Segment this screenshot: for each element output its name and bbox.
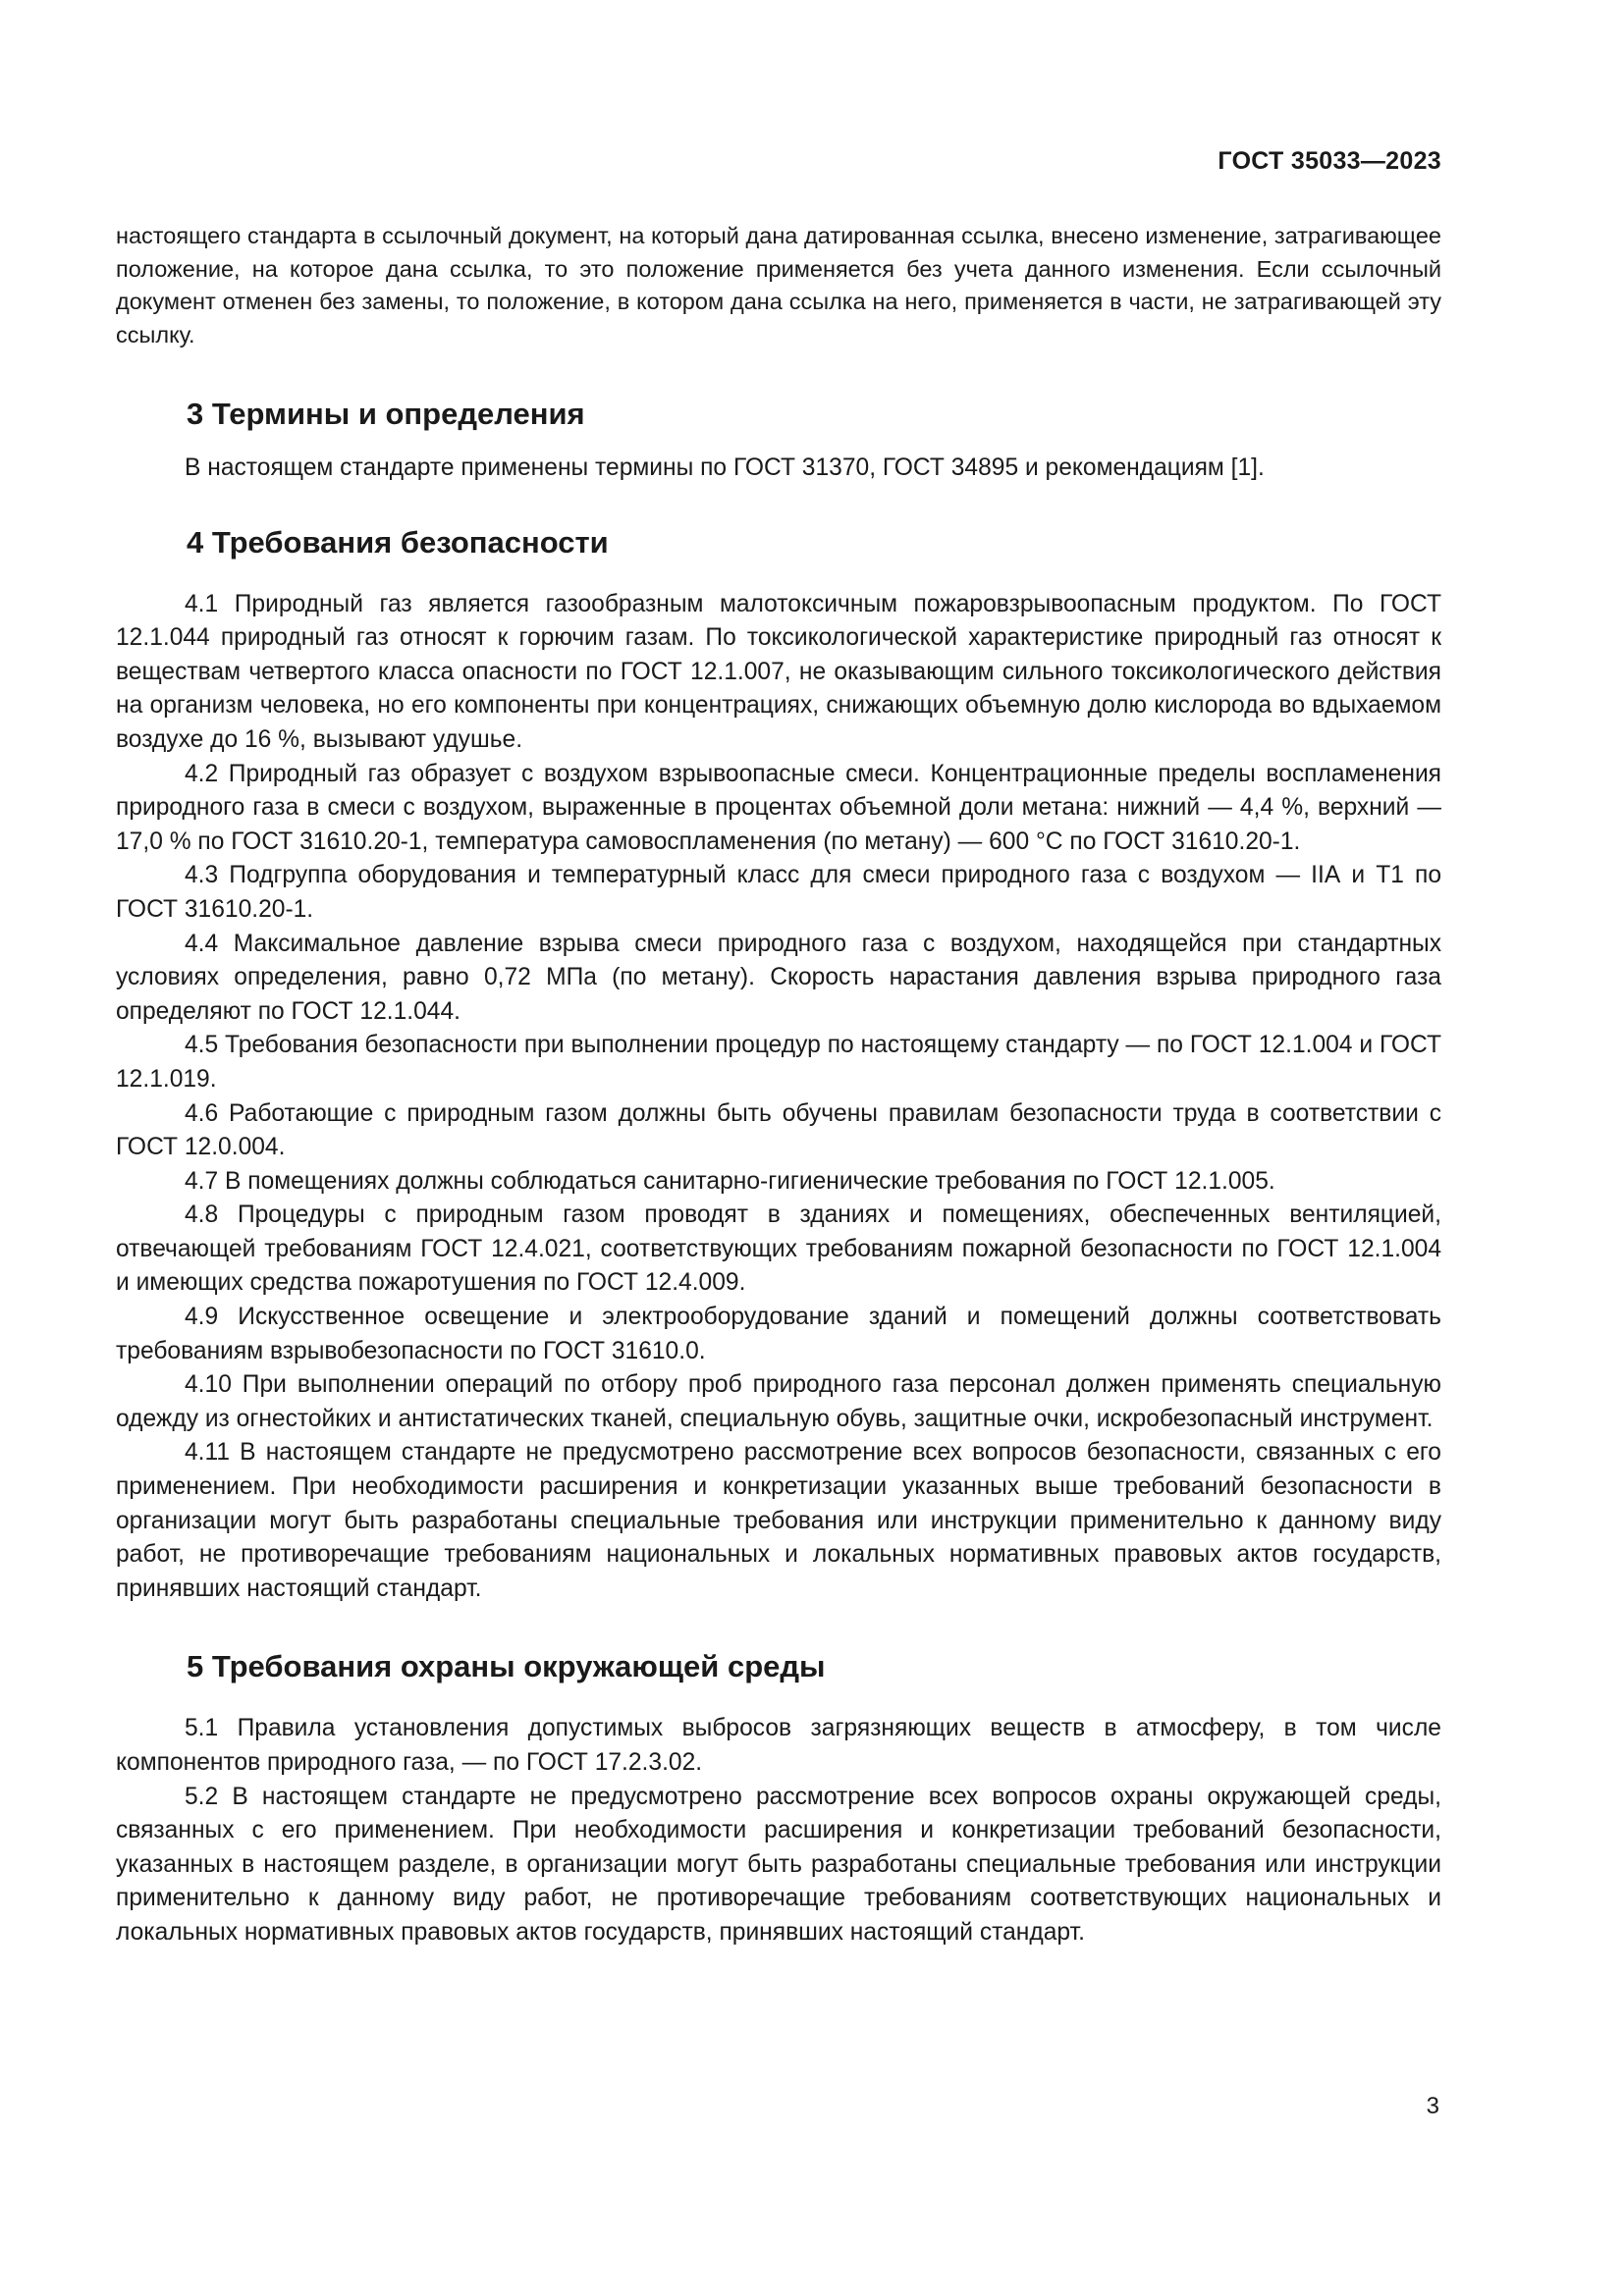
intro-paragraph: настоящего стандарта в ссылочный документ, на который дана датированная ссылка, внесено изменение, затрагивающее положение, на которое дана ссылка, то это положение применяется без учета данного изменения. Если ссылочный документ отменен без замены, то положение, в котором дана ссылка на него, применяется в части, не затрагивающей эту ссылку. [116, 223, 1441, 347]
document-header: ГОСТ 35033—2023 [1218, 147, 1441, 175]
clause-4-3: 4.3 Подгруппа оборудования и температурный класс для смеси природного газа с воздухом — IIА и Т1 по ГОСТ 31610.20-1. [116, 862, 1441, 923]
section-5-title: 5 Требования охраны окружающей среды [187, 1649, 826, 1684]
clause-4-10: 4.10 При выполнении операций по отбору проб природного газа персонал должен применять специальную одежду из огнестойких и антистатических тканей, специальную обувь, защитные очки, искробезопасный инструмент. [116, 1371, 1441, 1432]
document-body [116, 220, 1441, 1950]
page-number: 3 [1426, 2093, 1439, 2119]
clause-4-2: 4.2 Природный газ образует с воздухом взрывоопасные смеси. Концентрационные пределы воспламенения природного газа в смеси с воздухом, выраженные в процентах объемной доли метана: нижний — 4,4 %, верхний — 17,0 % по ГОСТ 31610.20-1, температура самовоспламенения (по метану) — 600 °С по ГОСТ 31610.20-1. [116, 760, 1441, 855]
clause-5-2: 5.2 В настоящем стандарте не предусмотрено рассмотрение всех вопросов охраны окружающей среды, связанных с его применением. При необходимости расширения и конкретизации требований безопасности, указанных в настоящем разделе, в организации могут быть разработаны специальные требования или инструкции применительно к данному виду работ, не противоречащие требованиям соответствующих национальных и локальных нормативных правовых актов государств, принявших настоящий стандарт. [116, 1783, 1441, 1946]
clause-4-4: 4.4 Максимальное давление взрыва смеси природного газа с воздухом, находящейся при стандартных условиях определения, равно 0,72 МПа (по метану). Скорость нарастания давления взрыва природного газа определяют по ГОСТ 12.1.044. [116, 930, 1441, 1025]
clause-5-1: 5.1 Правила установления допустимых выбросов загрязняющих веществ в атмосферу, в том числе компонентов природного газа, — по ГОСТ 17.2.3.02. [116, 1715, 1441, 1776]
clause-4-8: 4.8 Процедуры с природным газом проводят в зданиях и помещениях, обеспеченных вентиляцией, отвечающей требованиям ГОСТ 12.4.021, соответствующих требованиям пожарной безопасности по ГОСТ 12.1.004 и имеющих средства пожаротушения по ГОСТ 12.4.009. [116, 1201, 1441, 1297]
section-3-title: 3 Термины и определения [187, 397, 585, 431]
section-4-title: 4 Требования безопасности [187, 524, 609, 560]
clause-4-1: 4.1 Природный газ является газообразным малотоксичным пожаровзрывоопасным продуктом. По ГОСТ 12.1.044 природный газ относят к горючим газам. По токсикологической характеристике природный газ относят к веществам четвертого класса опасности по ГОСТ 12.1.007, не оказывающим сильного токсикологического действия на организм человека, но его компоненты при концентрациях, снижающих объемную долю кислорода во вдыхаемом воздухе до 16 %, вызывают удушье. [116, 590, 1441, 753]
section-3-text: В настоящем стандарте применены термины по ГОСТ 31370, ГОСТ 34895 и рекомендациям [1]. [185, 454, 1265, 481]
clause-4-7: 4.7 В помещениях должны соблюдаться санитарно-гигиенические требования по ГОСТ 12.1.005. [185, 1167, 1275, 1195]
clause-4-11: 4.11 В настоящем стандарте не предусмотрено рассмотрение всех вопросов безопасности, связанных с его применением. При необходимости расширения и конкретизации указанных выше требований безопасности в организации могут быть разработаны специальные требования или инструкции применительно к данному виду работ, не противоречащие требованиям национальных и локальных нормативных правовых актов государств, принявших настоящий стандарт. [116, 1439, 1441, 1602]
clause-4-5: 4.5 Требования безопасности при выполнении процедур по настоящему стандарту — по ГОСТ 12.1.004 и ГОСТ 12.1.019. [116, 1032, 1441, 1093]
clause-4-6: 4.6 Работающие с природным газом должны быть обучены правилам безопасности труда в соответствии с ГОСТ 12.0.004. [116, 1099, 1441, 1161]
section-4-body [116, 588, 1441, 1607]
section-5-body [116, 1712, 1441, 1949]
clause-4-9: 4.9 Искусственное освещение и электрооборудование зданий и помещений должны соответствовать требованиям взрывобезопасности по ГОСТ 31610.0. [116, 1304, 1441, 1364]
